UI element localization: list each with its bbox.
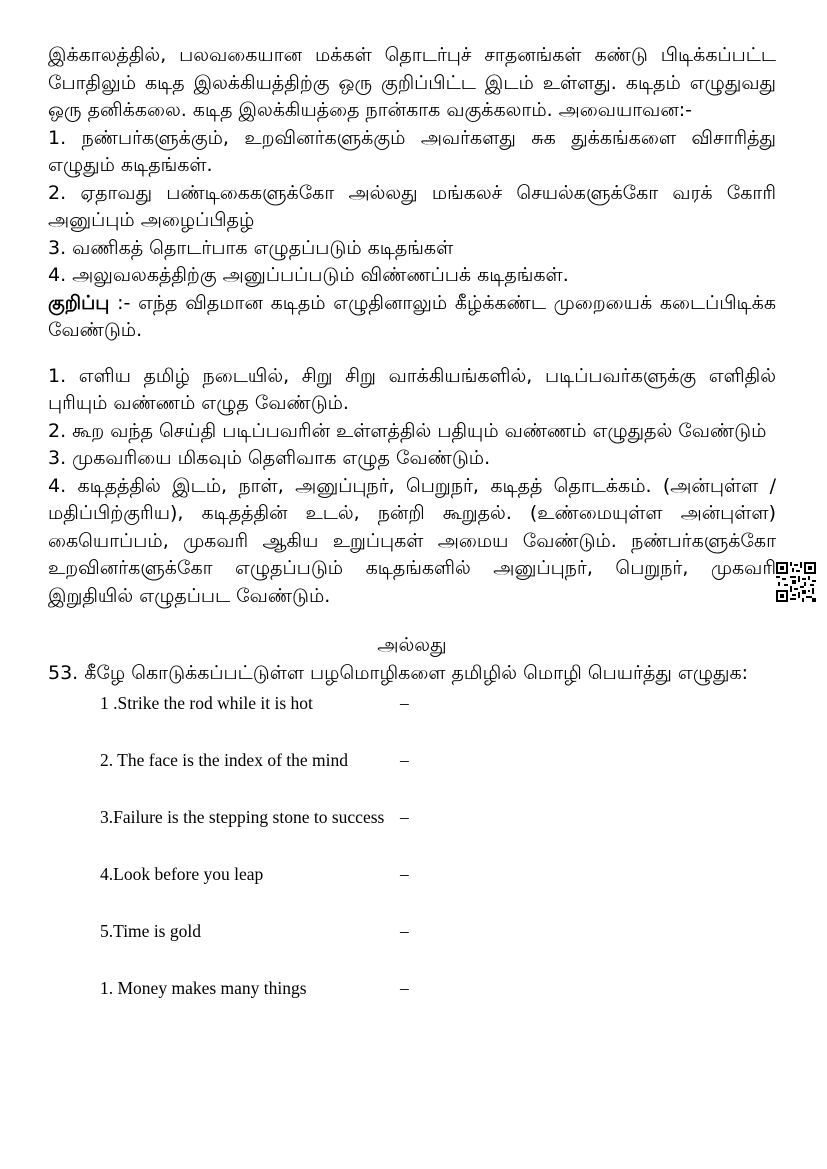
answer-dash: –	[400, 750, 409, 770]
proverb-text: 1 .Strike the rod while it is hot	[100, 693, 313, 713]
note-label: குறிப்பு	[48, 291, 110, 314]
intro-paragraph: இக்காலத்தில், பலவகையான மக்கள் தொடர்புச் சாதனங்கள் கண்டு பிடிக்கப்பட்ட போதிலும் கடித இலக்கியத்திற்கு ஒரு குறிப்பிட்ட இடம் உள்ளது. கடிதம் எழுதுவது ஒரு தனிக்கலை. கடித இலக்கியத்தை நான்காக வகுக்கலாம். அவையாவன:-	[48, 44, 776, 121]
proverb-text: 5.Time is gold	[100, 921, 201, 941]
qr-code-icon[interactable]	[776, 562, 816, 602]
answer-dash: –	[400, 921, 409, 941]
note-text: :- எந்த விதமான கடிதம் எழுதினாலும் கீழ்க்கண்ட முறையைக் கடைப்பிடிக்க வேண்டும்.	[48, 291, 776, 341]
document-page	[48, 42, 776, 1035]
rule-2: 2. கூற வந்த செய்தி படிப்பவரின் உள்ளத்தில் பதியும் வண்ணம் எழுதுதல் வேண்டும்	[48, 419, 767, 442]
proverb-item	[100, 978, 776, 1035]
proverb-item	[100, 807, 776, 864]
proverb-list	[48, 693, 776, 1035]
proverb-item	[100, 693, 776, 750]
proverb-item	[100, 864, 776, 921]
proverb-item	[100, 921, 776, 978]
proverb-text: 1. Money makes many things	[100, 978, 307, 998]
answer-dash: –	[400, 807, 409, 827]
rule-3: 3. முகவரியை மிகவும் தெளிவாக எழுத வேண்டும்.	[48, 447, 491, 469]
proverb-text: 3.Failure is the stepping stone to success	[100, 807, 385, 827]
answer-dash: –	[400, 978, 409, 998]
rule-4: 4. கடிதத்தில் இடம், நாள், அனுப்புநர், பெறுநர், கடிதத் தொடக்கம். (அன்புள்ள /மதிப்பிற்குரிய), கடிதத்தின் உடல், நன்றி கூறுதல். (உண்மையுள்ள அன்புள்ள) கையொப்பம், முகவரி ஆகிய உறுப்புகள் அமைய வேண்டும். நண்பர்களுக்கோ உறவினர்களுக்கோ எழுதப்படும் கடிதங்களில் அனுப்புநர், பெறுநர், முகவரி இறுதியில் எழுதப்பட வேண்டும்.	[48, 474, 776, 607]
letter-type-4: 4. அலுவலகத்திற்கு அனுப்பப்படும் விண்ணப்பக் கடிதங்கள்.	[48, 264, 569, 286]
proverb-text: 4.Look before you leap	[100, 864, 264, 884]
rule-1: 1. எளிய தமிழ் நடையில், சிறு சிறு வாக்கியங்களில், படிப்பவர்களுக்கு எளிதில் புரியும் வண்ணம் எழுத வேண்டும்.	[48, 364, 776, 414]
note-paragraph	[48, 290, 776, 345]
letter-type-1: 1. நண்பர்களுக்கும், உறவினர்களுக்கும் அவர்களது சுக துக்கங்களை விசாரித்து எழுதும் கடிதங்கள்.	[48, 126, 776, 176]
answer-dash: –	[400, 864, 409, 884]
proverb-item	[100, 750, 776, 807]
question-53: 53. கீழே கொடுக்கப்பட்டுள்ள பழமொழிகளை தமிழில் மொழி பெயர்த்து எழுதுக:	[48, 661, 749, 684]
or-label: அல்லது	[377, 634, 447, 656]
letter-type-2: 2. ஏதாவது பண்டிகைகளுக்கோ அல்லது மங்கலச் செயல்களுக்கோ வரக் கோரி அனுப்பும் அழைப்பிதழ்	[48, 181, 776, 231]
proverb-text: 2. The face is the index of the mind	[100, 750, 349, 770]
answer-dash: –	[400, 693, 409, 713]
letter-type-3: 3. வணிகத் தொடர்பாக எழுதப்படும் கடிதங்கள்	[48, 236, 454, 259]
